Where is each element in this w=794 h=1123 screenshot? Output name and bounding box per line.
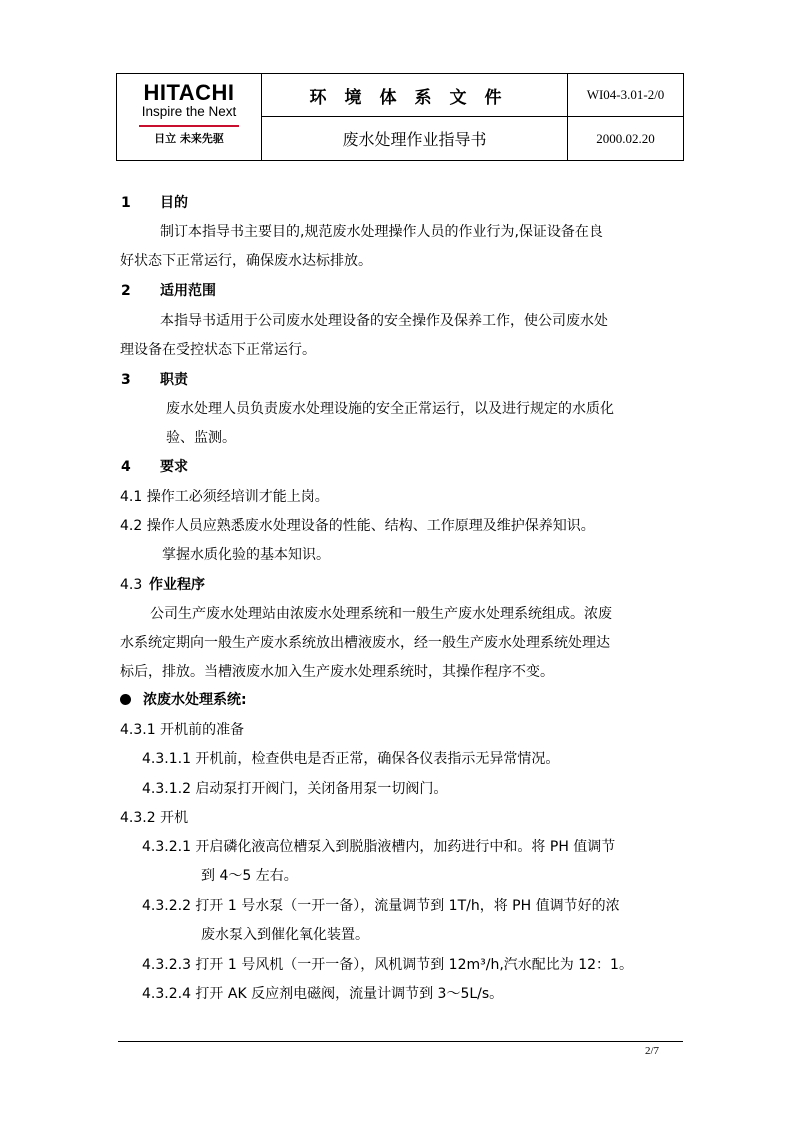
section-4-3-number: 4.3: [120, 577, 143, 593]
section-2-number: 2: [121, 283, 131, 299]
system-title: 环境体系文件: [262, 74, 568, 117]
concentrated-wastewater-system-title: 浓废水处理系统:: [143, 692, 247, 708]
section-4-title: 要求: [160, 459, 188, 475]
step-4-3-2-2-line-2: 废水泵入到催化氧化装置。: [201, 927, 369, 943]
requirement-4-2-line-2: 掌握水质化验的基本知识。: [162, 547, 330, 563]
hitachi-logo-text: HITACHI: [143, 80, 235, 105]
procedure-line-1: 公司生产废水处理站由浓废水处理系统和一般生产废水处理系统组成。浓废: [150, 606, 612, 622]
section-1-number: 1: [121, 195, 131, 211]
requirement-4-1: 4.1 操作工必须经培训才能上岗。: [120, 489, 329, 505]
section-3-line-2: 验、监测。: [166, 430, 236, 446]
step-4-3-2-3: 4.3.2.3 打开 1 号风机（一开一备），风机调节到 12m³/h,汽水配比为 12：1。: [142, 957, 633, 973]
footer-divider: [118, 1041, 683, 1042]
procedure-line-2: 水系统定期向一般生产废水系统放出槽液废水，经一般生产废水处理系统处理达: [120, 635, 610, 651]
step-4-3-2-2-line-1: 4.3.2.2 打开 1 号水泵（一开一备），流量调节到 1T/h，将 PH 值调节好的浓: [142, 898, 620, 914]
section-3-title: 职责: [160, 372, 188, 388]
document-name: 废水处理作业指导书: [262, 117, 568, 160]
section-2-line-1: 本指导书适用于公司废水处理设备的安全操作及保养工作，使公司废水处: [160, 313, 608, 329]
step-4-3-2-1-line-1: 4.3.2.1 开启磷化液高位槽泵入到脱脂液槽内，加药进行中和。将 PH 值调节: [142, 839, 616, 855]
section-1-title: 目的: [160, 195, 188, 211]
section-2-title: 适用范围: [160, 283, 216, 299]
section-4-number: 4: [121, 459, 131, 475]
logo-chinese-tagline: 日立 未来先驱: [154, 132, 224, 145]
document-header-table: [116, 73, 684, 161]
procedure-line-3: 标后，排放。当槽液废水加入生产废水处理系统时，其操作程序不变。: [120, 664, 554, 680]
step-4-3-1-1: 4.3.1.1 开机前，检查供电是否正常，确保各仪表指示无异常情况。: [142, 751, 560, 767]
document-code: WI04-3.01-2/0: [568, 74, 683, 117]
section-3-line-1: 废水处理人员负责废水处理设施的安全正常运行，以及进行规定的水质化: [166, 401, 614, 417]
logo-cell: [117, 74, 262, 160]
section-1-line-2: 好状态下正常运行，确保废水达标排放。: [120, 253, 372, 269]
step-4-3-1-2: 4.3.1.2 启动泵打开阀门，关闭备用泵一切阀门。: [142, 781, 448, 797]
section-2-line-2: 理设备在受控状态下正常运行。: [120, 342, 316, 358]
step-4-3-2: 4.3.2 开机: [120, 810, 189, 826]
step-4-3-1: 4.3.1 开机前的准备: [120, 722, 245, 738]
requirement-4-2-line-1: 4.2 操作人员应熟悉废水处理设备的性能、结构、工作原理及维护保养知识。: [120, 518, 595, 534]
step-4-3-2-4: 4.3.2.4 打开 AK 反应剂电磁阀，流量计调节到 3～5L/s。: [142, 986, 504, 1002]
logo-tagline: Inspire the Next: [141, 104, 237, 119]
section-4-3-title: 作业程序: [149, 577, 205, 593]
section-1-line-1: 制订本指导书主要目的,规范废水处理操作人员的作业行为,保证设备在良: [160, 224, 603, 240]
section-3-number: 3: [121, 372, 131, 388]
page-number: 2/7: [645, 1045, 660, 1057]
step-4-3-2-1-line-2: 到 4～5 左右。: [201, 868, 298, 884]
logo-accent-line: [139, 125, 239, 127]
bullet-icon: [120, 694, 131, 705]
document-date: 2000.02.20: [596, 130, 655, 146]
